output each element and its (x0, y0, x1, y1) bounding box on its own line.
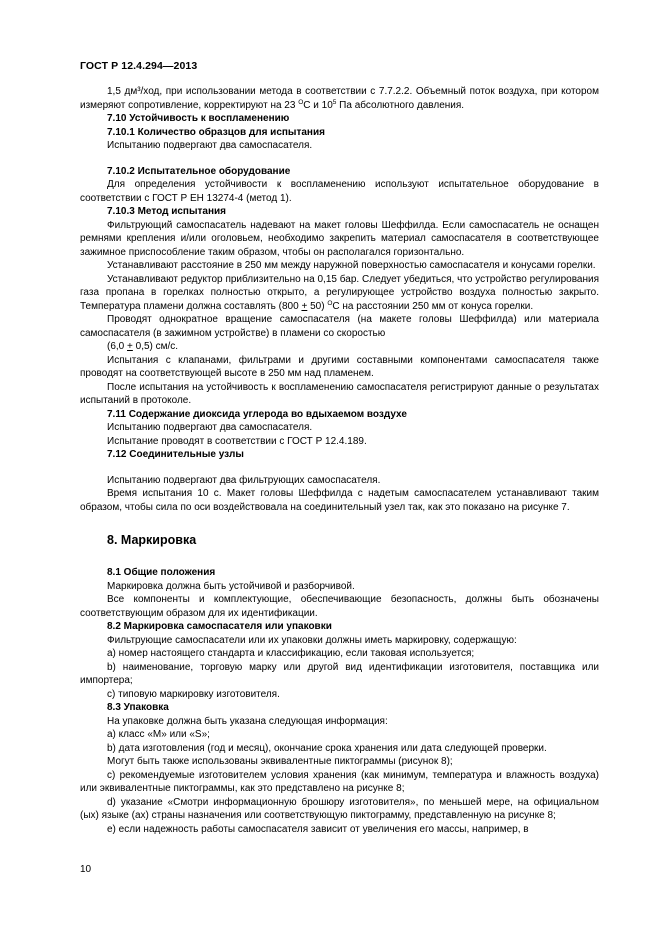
page-number: 10 (80, 864, 92, 875)
paragraph: На упаковке должна быть указана следующая информация: (107, 715, 388, 727)
paragraph: Проводят однократное вращение самоспасателя (на макете головы Шеффилда) или материала самоспасателя (в зажимном устройстве) в пламени со скоростью (80, 314, 599, 339)
heading-7-10-3: 7.10.3 Метод испытания (107, 206, 226, 217)
paragraph: Испытанию подвергают два самоспасателя. (107, 140, 313, 151)
paragraph: Испытания с клапанами, фильтрами и другими составными компонентами самоспасателя также проводят на соответствующей высоте в 250 мм над пламенем. (80, 354, 599, 379)
paragraph: Испытание проводят в соответствии с ГОСТ Р 12.4.189. (107, 435, 367, 447)
heading-7-10-1: 7.10.1 Количество образцов для испытания (107, 126, 325, 138)
heading-8-3: 8.3 Упаковка (107, 702, 169, 713)
paragraph: После испытания на устойчивость к воспламенению самоспасателя регистрируют данные о результатах испытаний в протоколе. (80, 381, 599, 406)
paragraph: Фильтрующий самоспасатель надевают на макет головы Шеффилда. Если самоспасатель не оснащен ремнями крепления и/или оголовьем, необходимо закрепить материал самоспасателя в соответствующее зажимное приспособление таким образом, чтобы он располагался горизонтально. (80, 219, 599, 258)
paragraph: Время испытания 10 с. Макет головы Шеффилда с надетым самоспасателем устанавливают таким образом, чтобы сила по оси воздействовала на соединительный узел так, как это показано на рисунке 7. (80, 488, 599, 513)
list-item: а) класс «М» или «S»; (107, 729, 210, 740)
list-item: d) указание «Смотри информационную брошюру изготовителя», по меньшей мере, на официальном (ых) языке (ах) страны назначения или соответствующую пиктограмму, представленную на рисунке 8; (80, 796, 599, 821)
document-body (80, 85, 599, 836)
paragraph: Испытанию подвергают два фильтрующих самоспасателя. (107, 474, 381, 486)
list-item: b) наименование, торговую марку или другой вид идентификации изготовителя, поставщика или импортера; (80, 661, 599, 686)
standard-header: ГОСТ Р 12.4.294—2013 (80, 60, 198, 72)
list-item: b) дата изготовления (год и месяц), окончание срока хранения или дата следующей проверки. (107, 742, 547, 754)
paragraph-speed: (6,0 + 0,5) см/с. (107, 341, 179, 352)
heading-7-12: 7.12 Соединительные узлы (107, 449, 244, 460)
heading-7-11: 7.11 Содержание диоксида углерода во вдыхаемом воздухе (107, 408, 407, 420)
paragraph: Фильтрующие самоспасатели или их упаковки должны иметь маркировку, содержащую: (107, 634, 517, 646)
paragraph: Устанавливают расстояние в 250 мм между наружной поверхностью самоспасателя и конусами горелки. (107, 260, 596, 271)
list-item: с) типовую маркировку изготовителя. (107, 688, 280, 700)
section-8-title: 8. Маркировка (107, 533, 197, 547)
paragraph: Маркировка должна быть устойчивой и разборчивой. (107, 580, 355, 592)
heading-8-1: 8.1 Общие положения (107, 567, 216, 578)
heading-7-10-2: 7.10.2 Испытательное оборудование (107, 165, 291, 177)
list-item: с) рекомендуемые изготовителем условия хранения (как минимум, температура и влажность воздуха) или эквивалентные пиктограммы, как это представлено на рисунке 8; (80, 769, 599, 794)
heading-7-10: 7.10 Устойчивость к воспламенению (107, 113, 290, 124)
list-item: а) номер настоящего стандарта и классификацию, если таковая используется; (107, 648, 475, 659)
heading-8-2: 8.2 Маркировка самоспасателя или упаковки (107, 621, 332, 632)
paragraph: Все компоненты и комплектующие, обеспечивающие безопасность, должны быть обозначены соответствующим образом для их идентификации. (80, 594, 599, 619)
paragraph: Могут быть также использованы эквивалентные пиктограммы (рисунок 8); (107, 756, 453, 767)
paragraph-airflow: 1,5 дм³/ход, при использовании метода в соответствии с 7.7.2.2. Объемный поток воздуха, при котором измеряют сопротивление, корректируют на 23 $^O$C и $10^5$ Па абсолютного давления. (80, 86, 599, 111)
paragraph: Для определения устойчивости к воспламенению используют испытательное оборудование в соответствии с ГОСТ Р ЕН 13274-4 (метод 1). (80, 179, 599, 204)
list-item: е) если надежность работы самоспасателя зависит от увеличения его массы, например, в (107, 823, 529, 835)
paragraph-flame-temperature: Устанавливают редуктор приблизительно на 0,15 бар. Следует убедиться, что устройство регулирования газа пропана в горелках полностью открыто, а регулирующее устройство воздуха полностью закрыто. Температура пламени должна составлять (800 + 50) $^O$C на расстоянии 250 мм от конуса горелки. (80, 273, 599, 312)
paragraph: Испытанию подвергают два самоспасателя. (107, 422, 313, 433)
